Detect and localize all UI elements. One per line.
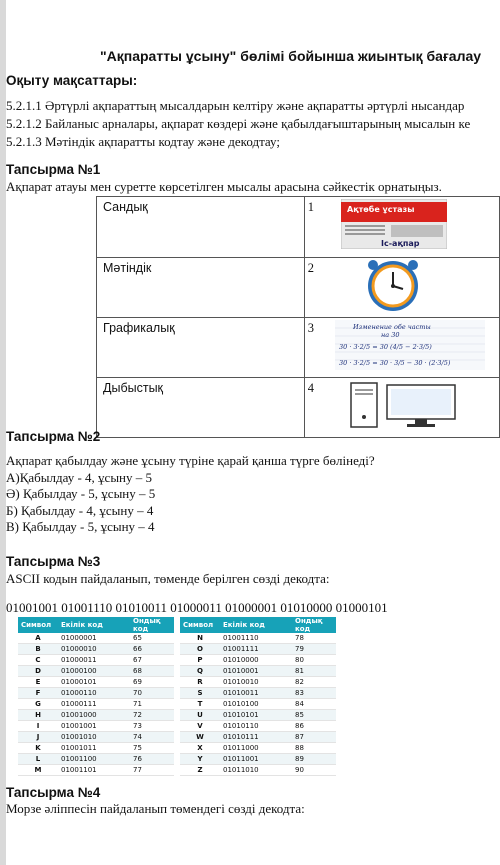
table-row <box>18 633 336 644</box>
task2-question: Ақпарат қабылдау және ұсыну түріне қарай қанша түрге бөлінеді? <box>6 453 375 468</box>
table-row <box>97 378 500 438</box>
objective-item-2: 5.2.1.2 Байланыс арналары, ақпарат көздері және қабылдағыштарының мысалын ке <box>6 116 471 131</box>
table-row <box>97 258 500 318</box>
row-number: 4 <box>304 378 330 438</box>
cell-symbol: P <box>180 655 220 666</box>
task2-option-a: А)Қабылдау - 4, ұсыну – 5 <box>6 470 153 485</box>
computer-icon <box>349 381 459 429</box>
notes-line-4: 30 · 3·2/5 = 30 · 3/5 − 30 · (2·3/5) <box>338 359 451 367</box>
cell-decimal: 86 <box>292 721 336 732</box>
row-label: Дыбыстық <box>97 378 305 438</box>
notes-line-1: Изменение обе часты <box>352 323 431 331</box>
ascii-header-row <box>18 617 336 633</box>
cell-decimal: 84 <box>292 699 336 710</box>
cell-binary: 01010001 <box>220 666 292 677</box>
cell-symbol: J <box>18 732 58 743</box>
task4-heading: Тапсырма №4 <box>6 785 101 800</box>
cell-decimal: 75 <box>130 743 174 754</box>
cell-decimal: 89 <box>292 754 336 765</box>
cell-decimal: 82 <box>292 677 336 688</box>
header-decimal: Ондық код <box>130 617 174 633</box>
notes-line-2: на 30 <box>380 331 400 339</box>
row-label: Графикалық <box>97 318 305 378</box>
cell-decimal: 68 <box>130 666 174 677</box>
cell-decimal: 74 <box>130 732 174 743</box>
cell-symbol: B <box>18 644 58 655</box>
cell-decimal: 80 <box>292 655 336 666</box>
objective-item-1: 5.2.1.1 Әртүрлі ақпараттың мысалдарын келтіру және ақпаратты әртүрлі нысандар <box>6 98 465 113</box>
row-number: 3 <box>304 318 330 378</box>
cell-decimal: 67 <box>130 655 174 666</box>
cell-symbol: T <box>180 699 220 710</box>
cell-decimal: 90 <box>292 765 336 776</box>
cell-binary: 01000101 <box>58 677 130 688</box>
newspaper-logo-text: Ақтөбе ұстазы <box>346 205 415 214</box>
cell-symbol: O <box>180 644 220 655</box>
cell-binary: 01010011 <box>220 688 292 699</box>
cell-binary: 01010010 <box>220 677 292 688</box>
cell-decimal: 87 <box>292 732 336 743</box>
table-row <box>18 677 336 688</box>
cell-binary: 01010101 <box>220 710 292 721</box>
page-title: "Ақпаратты ұсыну" бөлімі бойынша жиынтық бағалау <box>100 48 482 64</box>
table-row <box>18 699 336 710</box>
cell-symbol: Q <box>180 666 220 677</box>
cell-decimal: 71 <box>130 699 174 710</box>
table-row <box>97 318 500 378</box>
table-row <box>97 197 500 258</box>
task2-option-v: В) Қабылдау - 5, ұсыну – 4 <box>6 519 155 534</box>
cell-symbol: A <box>18 633 58 644</box>
header-binary: Екілік код <box>58 617 130 633</box>
handwritten-notes-icon <box>335 320 485 370</box>
header-decimal-2: Ондық код <box>292 617 336 633</box>
cell-decimal: 85 <box>292 710 336 721</box>
cell-decimal: 83 <box>292 688 336 699</box>
task3-text: ASCII кодын пайдаланып, төменде берілген сөзді декодта: <box>6 571 330 586</box>
clock-picture <box>331 258 500 318</box>
table-row <box>18 688 336 699</box>
cell-decimal: 69 <box>130 677 174 688</box>
cell-decimal: 70 <box>130 688 174 699</box>
table-row <box>18 732 336 743</box>
cell-symbol: E <box>18 677 58 688</box>
cell-binary: 01010111 <box>220 732 292 743</box>
cell-binary: 01001000 <box>58 710 130 721</box>
table-row <box>18 765 336 776</box>
cell-symbol: G <box>18 699 58 710</box>
matching-table <box>96 196 500 438</box>
computer-picture <box>331 378 500 438</box>
newspaper-icon <box>341 199 447 249</box>
cell-symbol: Z <box>180 765 220 776</box>
table-row <box>18 754 336 765</box>
row-number: 2 <box>304 258 330 318</box>
objectives-heading: Оқыту мақсаттары: <box>6 73 138 88</box>
cell-symbol: W <box>180 732 220 743</box>
cell-symbol: L <box>18 754 58 765</box>
cell-decimal: 72 <box>130 710 174 721</box>
cell-symbol: N <box>180 633 220 644</box>
objective-item-3: 5.2.1.3 Мәтіндік ақпаратты кодтау және декодтау; <box>6 134 280 149</box>
cell-symbol: D <box>18 666 58 677</box>
cell-binary: 01001111 <box>220 644 292 655</box>
cell-binary: 01001011 <box>58 743 130 754</box>
cell-symbol: X <box>180 743 220 754</box>
newspaper-bottom-text: Іс-ақпар <box>380 239 420 248</box>
cell-binary: 01010110 <box>220 721 292 732</box>
newspaper-picture <box>331 197 500 258</box>
row-label: Сандық <box>97 197 305 258</box>
cell-binary: 01000110 <box>58 688 130 699</box>
cell-decimal: 88 <box>292 743 336 754</box>
table-row <box>18 743 336 754</box>
cell-binary: 01011001 <box>220 754 292 765</box>
cell-binary: 01001010 <box>58 732 130 743</box>
cell-binary: 01000111 <box>58 699 130 710</box>
cell-binary: 01000100 <box>58 666 130 677</box>
cell-decimal: 65 <box>130 633 174 644</box>
cell-binary: 01001100 <box>58 754 130 765</box>
cell-symbol: R <box>180 677 220 688</box>
row-label: Мәтіндік <box>97 258 305 318</box>
task2-option-ae: Ә) Қабылдау - 5, ұсыну – 5 <box>6 486 156 501</box>
cell-symbol: Y <box>180 754 220 765</box>
cell-symbol: I <box>18 721 58 732</box>
cell-binary: 01001101 <box>58 765 130 776</box>
notebook-picture <box>331 318 500 378</box>
ascii-table-body <box>18 633 336 776</box>
cell-decimal: 78 <box>292 633 336 644</box>
cell-decimal: 77 <box>130 765 174 776</box>
cell-decimal: 73 <box>130 721 174 732</box>
cell-binary: 01001110 <box>220 633 292 644</box>
notes-line-3: 30 · 3·2/5 = 30 (4/5 − 2·3/5) <box>338 343 432 351</box>
cell-decimal: 79 <box>292 644 336 655</box>
cell-binary: 01011000 <box>220 743 292 754</box>
cell-binary: 01000011 <box>58 655 130 666</box>
cell-binary: 01010000 <box>220 655 292 666</box>
task3-heading: Тапсырма №3 <box>6 554 101 569</box>
table-row <box>18 710 336 721</box>
cell-binary: 01011010 <box>220 765 292 776</box>
table-row <box>18 655 336 666</box>
binary-code: 01001001 01001110 01010011 01000011 01000001 01010000 01000101 <box>6 600 388 615</box>
cell-decimal: 66 <box>130 644 174 655</box>
cell-symbol: M <box>18 765 58 776</box>
cell-symbol: K <box>18 743 58 754</box>
cell-symbol: S <box>180 688 220 699</box>
cell-decimal: 76 <box>130 754 174 765</box>
cell-binary: 01001001 <box>58 721 130 732</box>
cell-symbol: U <box>180 710 220 721</box>
header-symbol: Символ <box>18 617 58 633</box>
cell-binary: 01000010 <box>58 644 130 655</box>
cell-symbol: H <box>18 710 58 721</box>
row-number: 1 <box>304 197 330 258</box>
cell-symbol: V <box>180 721 220 732</box>
task2-option-b: Б) Қабылдау - 4, ұсыну – 4 <box>6 503 154 518</box>
alarm-clock-icon <box>361 259 425 311</box>
header-symbol-2: Символ <box>180 617 220 633</box>
cell-binary: 01000001 <box>58 633 130 644</box>
cell-binary: 01010100 <box>220 699 292 710</box>
task2-heading: Тапсырма №2 <box>6 429 101 444</box>
cell-decimal: 81 <box>292 666 336 677</box>
task4-text: Морзе әліппесін пайдаланып төмендегі сөзді декодта: <box>6 801 305 816</box>
header-binary-2: Екілік код <box>220 617 292 633</box>
table-row <box>18 644 336 655</box>
cell-symbol: C <box>18 655 58 666</box>
table-row <box>18 666 336 677</box>
task1-text: Ақпарат атауы мен суретте көрсетілген мысалы арасына сәйкестік орнатыңыз. <box>6 179 442 194</box>
table-row <box>18 721 336 732</box>
task1-heading: Тапсырма №1 <box>6 162 101 177</box>
ascii-table <box>18 617 336 776</box>
cell-symbol: F <box>18 688 58 699</box>
